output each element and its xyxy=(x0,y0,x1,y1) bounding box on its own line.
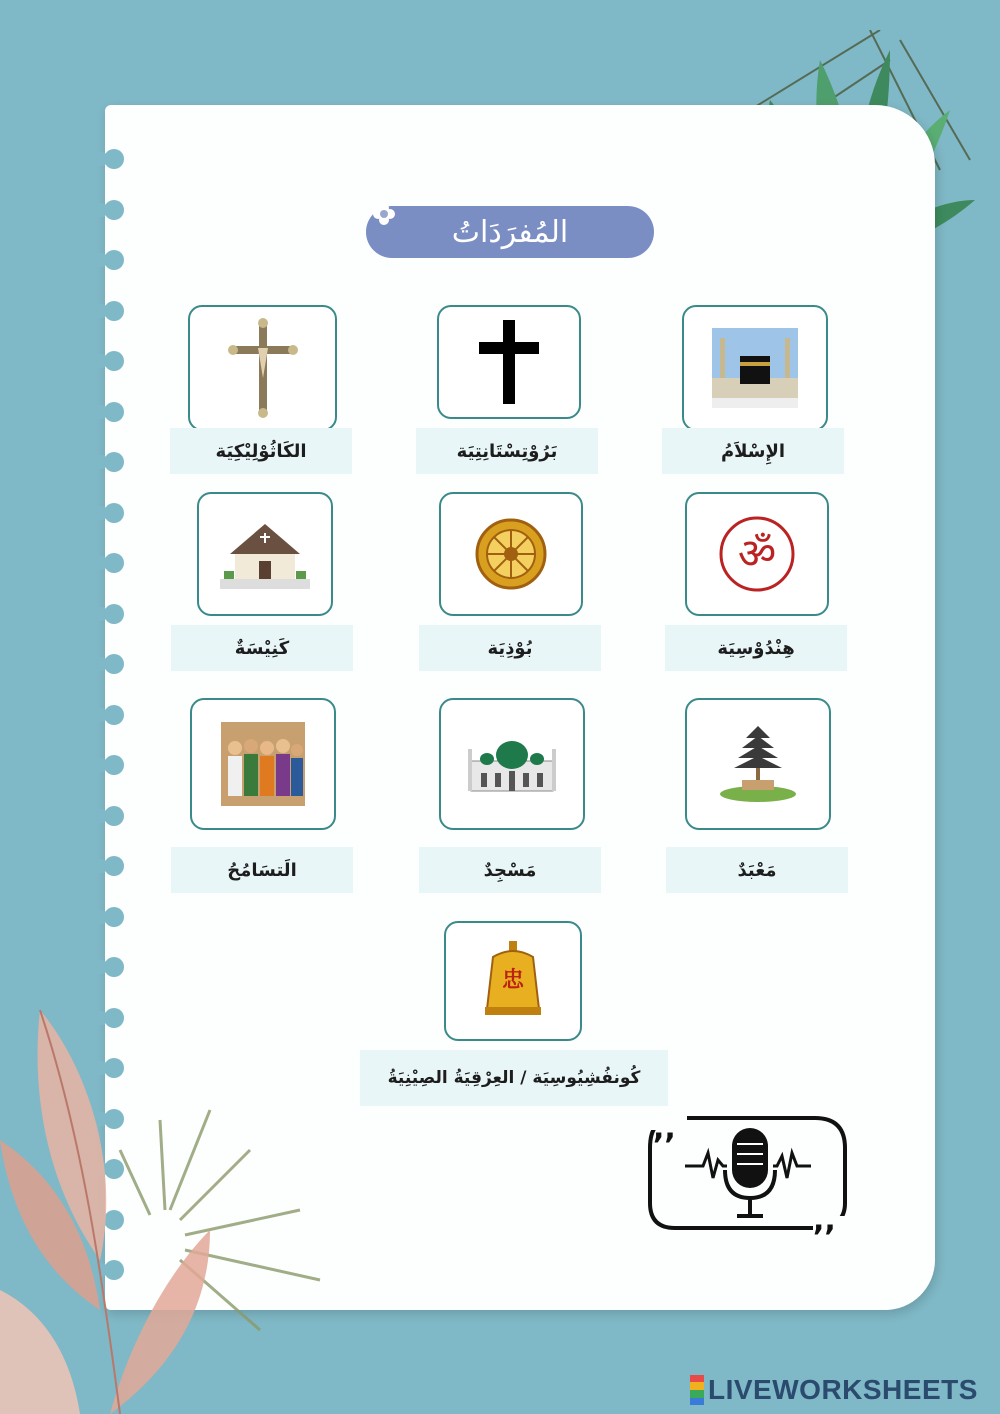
ornate-cross-icon xyxy=(228,318,298,418)
card-buddhism xyxy=(439,492,583,616)
svg-text:,,: ,, xyxy=(653,1111,676,1146)
kaaba-icon xyxy=(712,328,798,408)
brand-name: LIVEWORKSHEETS xyxy=(708,1374,978,1405)
svg-text:ॐ: ॐ xyxy=(737,529,777,578)
label-protestant: بَرُوْتِسْتَانِتِيَة xyxy=(416,428,598,474)
card-islam xyxy=(682,305,828,431)
binder-ring xyxy=(68,300,126,322)
label-hinduism: هِنْدُوْسِيَة xyxy=(665,625,847,671)
leaf-branch-decoration xyxy=(0,1010,340,1414)
binder-ring xyxy=(68,906,126,928)
card-temple xyxy=(685,698,831,830)
card-mosque xyxy=(439,698,585,830)
om-symbol-icon xyxy=(719,516,795,592)
card-tolerance xyxy=(190,698,336,830)
svg-text:忠: 忠 xyxy=(501,968,525,993)
binder-ring xyxy=(68,249,126,271)
card-confucianism xyxy=(444,921,582,1041)
card-catholic xyxy=(188,305,337,431)
binder-ring xyxy=(68,401,126,423)
binder-ring xyxy=(68,956,126,978)
temple-icon xyxy=(718,724,798,804)
card-hinduism xyxy=(685,492,829,616)
binder-ring xyxy=(68,855,126,877)
label-catholic: الكَاثُوْلِيْكِيَة xyxy=(170,428,352,474)
binder-ring xyxy=(68,805,126,827)
dharma-wheel-icon xyxy=(475,518,547,590)
binder-ring xyxy=(68,350,126,372)
card-church xyxy=(197,492,333,616)
label-buddhism: بُوْذِيَة xyxy=(419,625,601,671)
binder-ring xyxy=(68,199,126,221)
flower-icon xyxy=(372,202,396,226)
church-icon xyxy=(220,519,310,589)
mosque-icon xyxy=(467,731,557,797)
binder-ring xyxy=(68,552,126,574)
label-temple: مَعْبَدٌ xyxy=(666,847,848,893)
label-islam: الإِسْلاَمُ xyxy=(662,428,844,474)
binder-ring xyxy=(68,754,126,776)
people-icon xyxy=(221,722,305,806)
brand-logo xyxy=(690,1374,978,1406)
chinese-bell-icon xyxy=(481,941,545,1021)
binder-ring xyxy=(68,451,126,473)
svg-text:,,: ,, xyxy=(813,1203,836,1238)
binder-ring xyxy=(68,653,126,675)
binder-ring xyxy=(68,148,126,170)
card-protestant xyxy=(437,305,581,419)
binder-ring xyxy=(68,502,126,524)
plain-cross-icon xyxy=(479,320,539,404)
label-tolerance: الَتسَامُحُ xyxy=(171,847,353,893)
live-badge-icon xyxy=(690,1375,704,1405)
binder-ring xyxy=(68,603,126,625)
label-confucianism: كُونفُشِيُوسِيَة / العِرْقِيَةُ الصِيْنِيَةُ xyxy=(360,1050,668,1106)
label-mosque: مَسْجِدٌ xyxy=(419,847,601,893)
page-title: المُفرَدَاتُ xyxy=(366,206,654,258)
binder-ring xyxy=(68,704,126,726)
microphone-icon[interactable] xyxy=(645,1108,855,1238)
label-church: كَنِيْسَةٌ xyxy=(171,625,353,671)
